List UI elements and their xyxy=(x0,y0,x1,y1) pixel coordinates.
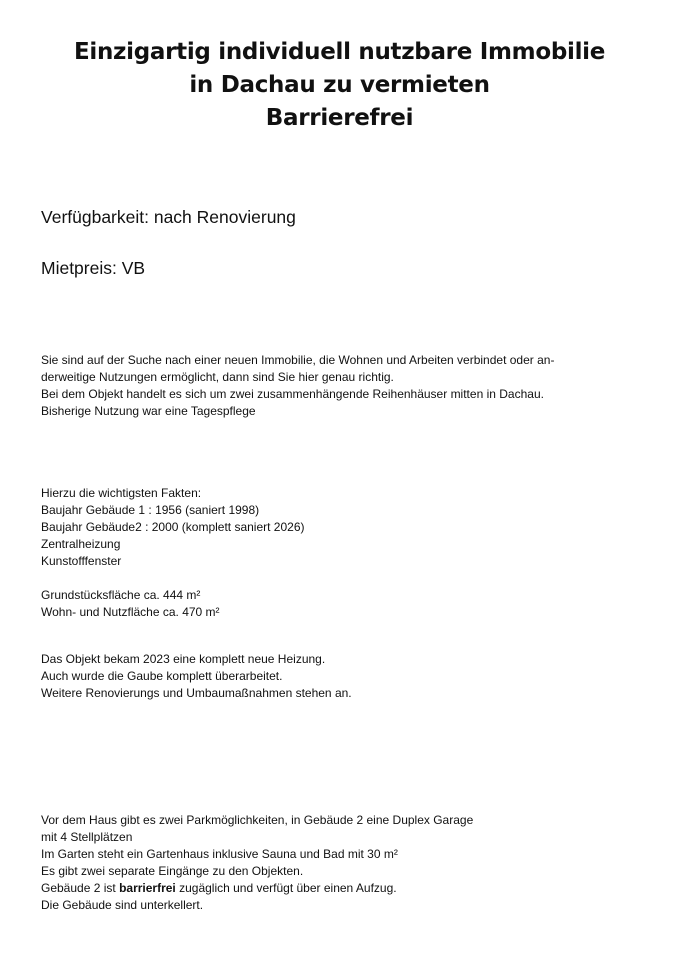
accessibility-line xyxy=(41,880,473,897)
intro-line: derweitige Nutzungen ermöglicht, dann sind Sie hier genau richtig. xyxy=(41,370,394,384)
plot-area: Grundstücksfläche ca. 444 m² xyxy=(41,588,201,602)
title-line-3: Barrierefrei xyxy=(265,105,414,131)
features-paragraph xyxy=(41,812,473,914)
intro-line: Bei dem Objekt handelt es sich um zwei zusammenhängende Reihenhäuser mitten in Dachau. xyxy=(41,387,544,401)
feature-line: mit 4 Stellplätzen xyxy=(41,830,133,844)
accessibility-bold: barrierfrei xyxy=(119,881,176,895)
availability-text: Verfügbarkeit: nach Renovierung xyxy=(41,207,296,227)
facts-heading: Hierzu die wichtigsten Fakten: xyxy=(41,486,202,500)
living-area: Wohn- und Nutzfläche ca. 470 m² xyxy=(41,605,220,619)
renovation-paragraph xyxy=(41,651,352,702)
facts-section xyxy=(41,485,305,621)
fact-item: Baujahr Gebäude 1 : 1956 (saniert 1998) xyxy=(41,503,260,517)
feature-line: Vor dem Haus gibt es zwei Parkmöglichkeiten, in Gebäude 2 eine Duplex Garage xyxy=(41,813,474,827)
renovation-line: Das Objekt bekam 2023 eine komplett neue Heizung. xyxy=(41,652,326,666)
renovation-line: Weitere Renovierungs und Umbaumaßnahmen stehen an. xyxy=(41,686,352,700)
rent-text: Mietpreis: VB xyxy=(41,258,146,278)
title-line-2: in Dachau zu vermieten xyxy=(189,72,490,98)
title-line-1: Einzigartig individuell nutzbare Immobilie xyxy=(73,39,606,65)
accessibility-suffix: zugäglich und verfügt über einen Aufzug. xyxy=(175,881,397,895)
fact-item: Kunstofffenster xyxy=(41,554,122,568)
fact-item: Baujahr Gebäude2 : 2000 (komplett saniert 2026) xyxy=(41,520,305,534)
intro-line: Sie sind auf der Suche nach einer neuen Immobilie, die Wohnen und Arbeiten verbindet oder an- xyxy=(41,353,555,367)
intro-paragraph xyxy=(41,352,554,420)
page-title xyxy=(0,36,679,135)
intro-line: Bisherige Nutzung war eine Tagespflege xyxy=(41,404,256,418)
accessibility-prefix: Gebäude 2 ist xyxy=(41,881,120,895)
fact-item: Zentralheizung xyxy=(41,537,121,551)
basement-line: Die Gebäude sind unterkellert. xyxy=(41,898,204,912)
feature-line: Im Garten steht ein Gartenhaus inklusive Sauna und Bad mit 30 m² xyxy=(41,847,398,861)
renovation-line: Auch wurde die Gaube komplett überarbeitet. xyxy=(41,669,283,683)
feature-line: Es gibt zwei separate Eingänge zu den Objekten. xyxy=(41,864,304,878)
